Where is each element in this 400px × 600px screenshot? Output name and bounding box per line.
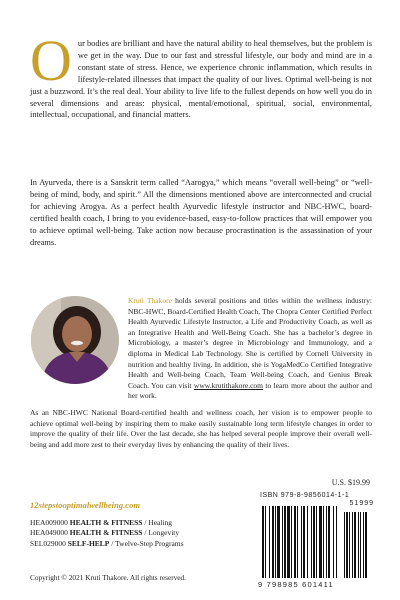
barcode-bar [294, 506, 296, 578]
barcode-bar [323, 506, 324, 578]
barcode-addon-bar [349, 512, 350, 578]
barcode-bar [319, 506, 322, 578]
author-photo [31, 296, 119, 384]
barcode-bar [311, 506, 312, 578]
category-main: SELF-HELP [67, 538, 110, 548]
author-bio-text-end: to learn more about the author and her work. [128, 380, 372, 401]
isbn-label: ISBN 979-8-9856014-1-1 [260, 492, 350, 499]
barcode-bar [307, 506, 308, 578]
barcode-bars [260, 500, 374, 580]
author-name: Kruti Thakore [128, 296, 172, 305]
barcode-addon-bar [352, 512, 353, 578]
price-label: U.S. $19.99 [331, 478, 370, 487]
category-sub: / Healing [142, 518, 173, 527]
barcode-addon-bar [358, 512, 359, 578]
author-portrait-image [31, 296, 119, 384]
barcode-addon-bar [344, 512, 345, 578]
barcode-bar [301, 506, 302, 578]
barcode-bar [282, 506, 283, 578]
barcode-addon-digits: 51999 [349, 500, 374, 507]
barcode-bar [284, 506, 286, 578]
barcode-bar [265, 506, 266, 578]
blurb-paragraph-2: In Ayurveda, there is a Sanskrit term called “Aarogya,” which means “overall well-being” or “well-being of mind, body, and spirit.” All the dimensions mentioned above are interconnected and crucial for achieving Arogya. As a perfect health Ayurvedic lifestyle instructor and NBC-HWC, board-certified health coach, I bring to you evidence-based, easy-to-follow practices that will empower you to achieve optimal well-being. Take action now because procrastination is the assassination of your dreams. [30, 178, 372, 247]
barcode-addon-bar [365, 512, 367, 578]
barcode-bar [303, 506, 305, 578]
isbn-barcode [258, 490, 376, 592]
category-code: HEA049000 [30, 528, 68, 538]
barcode-addon-bar [346, 512, 348, 578]
barcode-addon-bar [354, 512, 356, 578]
category-main: HEALTH & FITNESS [69, 528, 143, 538]
author-website-link[interactable]: www.krutithakore.com [193, 380, 264, 390]
author-bio [128, 296, 372, 402]
category-code: HEA009000 [30, 518, 68, 527]
blurb-paragraph-1-text: ur bodies are brilliant and have the natural ability to heal themselves, but the problem is we get in the way. Due to our fast and stressful lifestyle, our body and mind are in a constant state of stress. Hence, we experience chronic inflammation, which results in lifestyle-related illnesses that impact the quality of our lives. Optimal well-being is not just a buzzword. It’s the real deal. Your ability to live life to the fullest depends on how well you do in several dimensions and areas: physical, mental/emotional, spiritual, social, environmental, intellectual, occupational, and financial matters. [30, 39, 372, 120]
barcode-bar [316, 506, 317, 578]
barcode-bar [287, 506, 290, 578]
barcode-bar [275, 506, 276, 578]
category-sub: / Twelve-Step Programs [109, 538, 184, 548]
barcode-bar [297, 506, 298, 578]
book-website: 12stepstooptimalwellbeing.com [30, 500, 141, 510]
barcode-bar [313, 506, 315, 578]
barcode-addon-bar [360, 512, 361, 578]
barcode-bar [269, 506, 270, 578]
vision-paragraph: As an NBC-HWC National Board-certified health and wellness coach, her vision is to empower people to achieve optimal well-being by inspiring them to make easily sustainable long term lifestyle changes in order to improve the quality of their life. Over the last decade, she has helped several people improve their overall well-being and add more zest to their everyday lives by enhancing the quality of their lives. [30, 408, 372, 449]
barcode-bar [291, 506, 292, 578]
category-code: SEL029000 [30, 538, 66, 548]
bisac-categories [30, 518, 184, 549]
category-line [30, 539, 184, 549]
category-main: HEALTH & FITNESS [69, 518, 143, 527]
barcode-bar [333, 506, 334, 578]
barcode-bar [336, 506, 337, 578]
barcode-bar [328, 506, 330, 578]
copyright-notice: Copyright © 2021 Kruti Thakore. All rights reserved. [30, 573, 186, 582]
blurb-paragraph-1 [30, 28, 372, 121]
barcode-bar [262, 506, 264, 578]
category-sub: / Longevity [142, 528, 180, 538]
barcode-bar [272, 506, 274, 578]
barcode-bar [277, 506, 280, 578]
dropcap-letter: O [30, 28, 72, 93]
barcode-addon-bar [363, 512, 364, 578]
barcode-bar [326, 506, 327, 578]
category-line [30, 518, 184, 528]
category-line [30, 528, 184, 538]
barcode-digits: 9 798985 601411 [258, 580, 334, 589]
author-bio-text: holds several positions and titles within the wellness industry: NBC-HWC, Board-Certified Health Coach, The Chopra Center Certified Perfect Health Ayurvedic Lifestyle Instructor, a Life and Productivity Coach, as well as an Integrative Health and Well-Being Coach. She has a bachelor’s degree in Microbiology, a master’s degree in Microbiology and Immunology, and a diploma in Medical Lab Technology. She is certified by Cornell University in nutrition and healthy living. In addition, she is YogaMedCo Certified Integrative Health and Well-being Coach, Team Well-being Coach, and Genius Break Coach. You can visit [128, 296, 372, 390]
